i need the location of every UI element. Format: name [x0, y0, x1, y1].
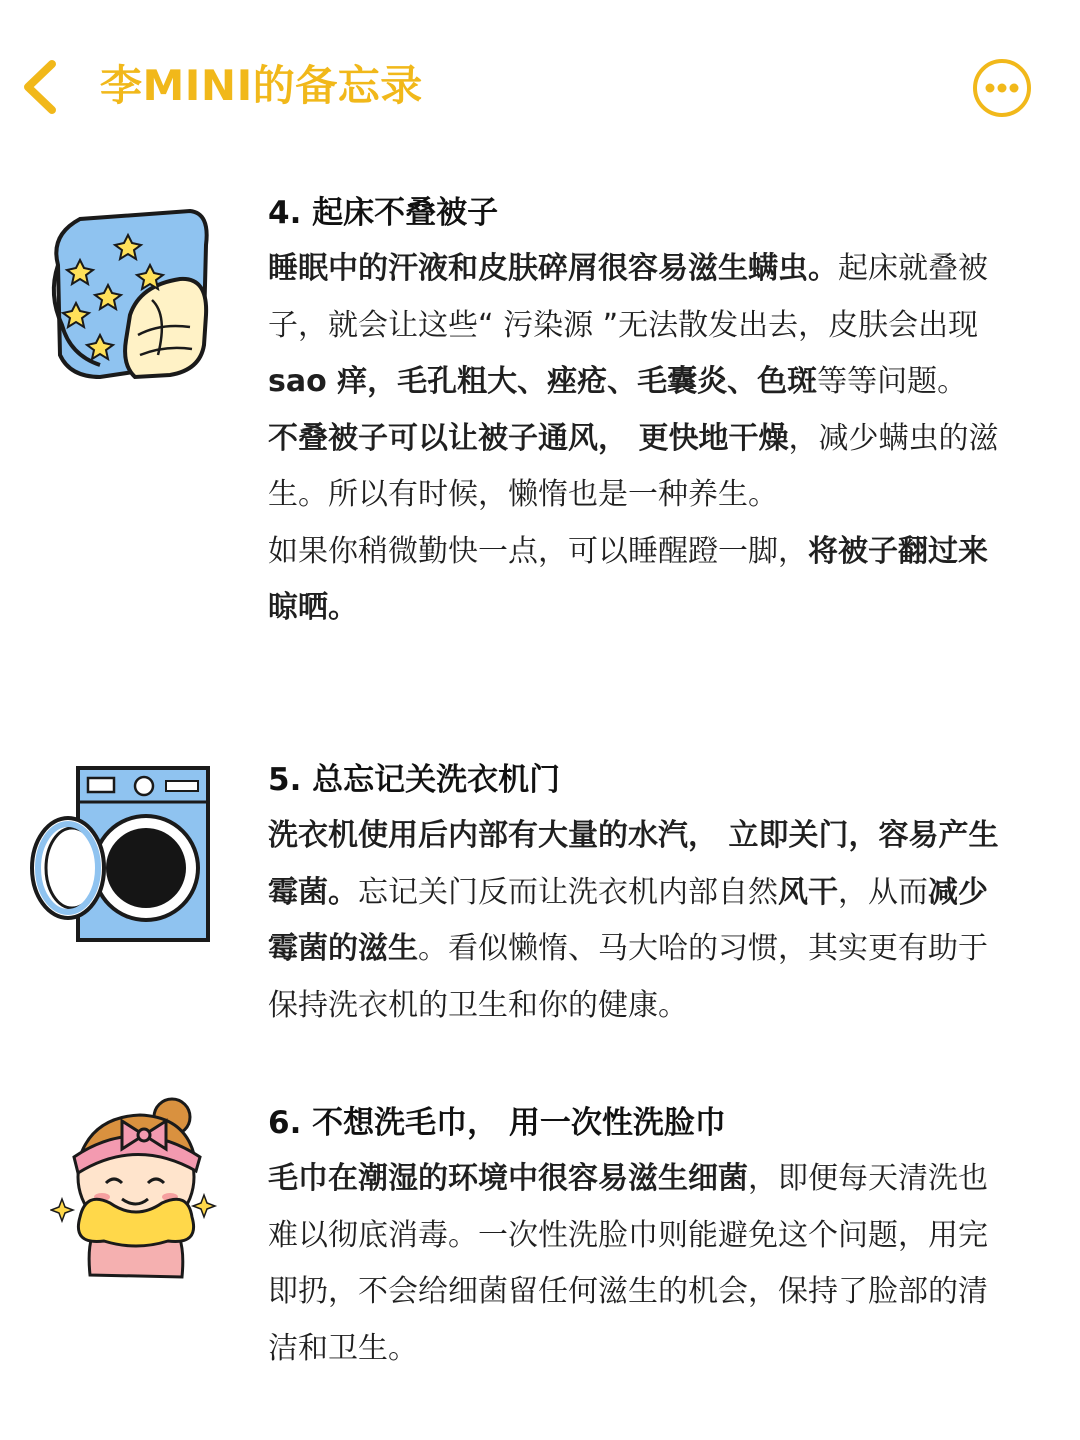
tip-heading: 6. 不想洗毛巾， 用一次性洗脸巾 — [268, 1105, 726, 1141]
text-run: 等等问题。 — [817, 364, 968, 399]
more-horizontal-icon — [972, 58, 1032, 118]
text-run: 将被子翻过来晾晒。 — [268, 533, 988, 625]
text-run: 风干 — [778, 874, 838, 910]
washing-machine-icon — [26, 764, 212, 944]
back-button[interactable] — [18, 56, 68, 118]
text-run: ，即便每天清洗也难以彻底消毒。一次性洗脸巾则能避免这个问题，用完即扔，不会给细菌留任何滋生的机会，保持了脸部的清洁和卫生。 — [268, 1161, 988, 1366]
text-run: sao 痒，毛孔粗大、痤疮、毛囊炎、色斑 — [268, 364, 818, 399]
tip-text-5 — [268, 752, 1013, 1034]
text-run: 起床就叠被子，就会让这些“ 污染源 ”无法散发出去，皮肤会出现 — [268, 251, 988, 343]
tip-text-6 — [268, 1095, 1013, 1377]
text-run: 。看似懒惰、马大哈的习惯，其实更有助于保持洗衣机的卫生和你的健康。 — [268, 931, 988, 1023]
tip-paragraph — [268, 524, 1013, 637]
tip-paragraph — [268, 411, 1013, 524]
tip-heading: 5. 总忘记关洗衣机门 — [268, 762, 561, 798]
page-title: 李MINI的备忘录 — [100, 61, 423, 110]
tip-heading: 4. 起床不叠被子 — [268, 195, 499, 231]
app-header — [0, 0, 1080, 170]
text-run: 忘记关门反而让洗衣机内部自然 — [358, 874, 778, 910]
text-run: 如果你稍微勤快一点，可以睡醒蹬一脚， — [268, 533, 808, 569]
girl-washing-face-icon — [50, 1095, 220, 1295]
text-run: 毛巾在潮湿的环境中很容易滋生细菌 — [268, 1161, 748, 1196]
text-run: 洗衣机使用后内部有大量的水汽， 立即关门，容易产生霉菌。 — [268, 818, 999, 910]
chevron-left-icon — [18, 56, 68, 118]
text-run: 减少霉菌的滋生 — [268, 874, 988, 966]
text-run: 不叠被子可以让被子通风， 更快地干燥 — [268, 420, 789, 456]
tip-paragraph — [268, 241, 1013, 411]
text-run: 睡眠中的汗液和皮肤碎屑很容易滋生螨虫。 — [268, 251, 838, 286]
text-run: ，减少螨虫的滋生。所以有时候，懒惰也是一种养生。 — [268, 420, 999, 512]
tip-paragraph — [268, 1151, 1013, 1377]
more-options-button[interactable] — [972, 58, 1032, 118]
folded-quilt-icon — [40, 205, 220, 385]
tip-text-4 — [268, 185, 1013, 637]
tip-paragraph — [268, 808, 1013, 1034]
text-run: ，从而 — [838, 874, 928, 910]
